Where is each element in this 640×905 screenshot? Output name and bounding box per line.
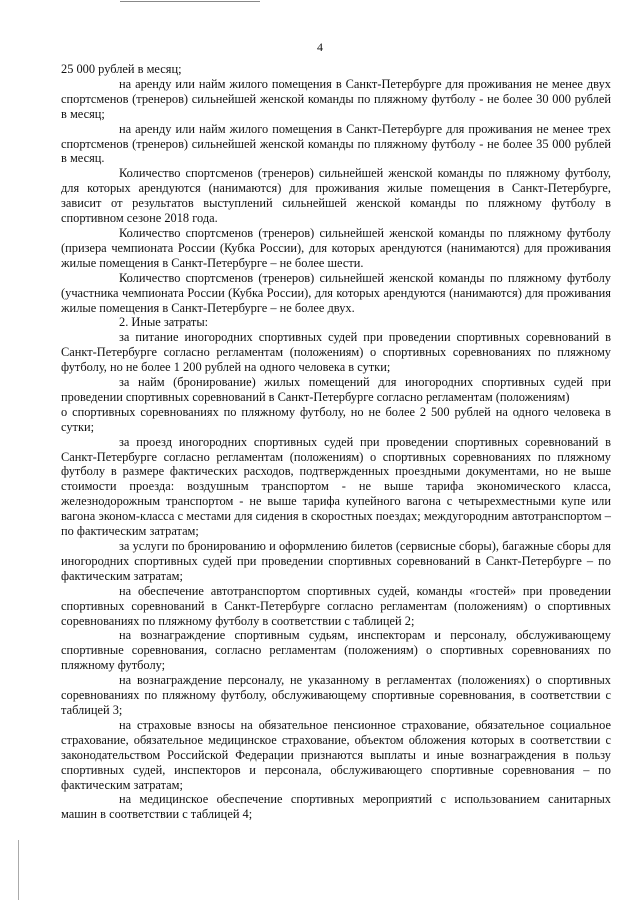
- paragraph: на вознаграждение спортивным судьям, инспекторам и персоналу, обслуживающему спортивные соревнования, согласно регламентам (положениям) о спортивных соревнованиях по пляжному футболу;: [61, 628, 611, 673]
- paragraph: на обеспечение автотранспортом спортивных судей, команды «гостей» при проведении спортивных соревнований в Санкт-Петербурге согласно регламентам (положениям) о спортивных соревнованиях по пляжному футболу в соответствии с таблицей 2;: [61, 583, 611, 628]
- paragraph: на медицинское обеспечение спортивных мероприятий с использованием санитарных машин в соответствии с таблицей 4;: [61, 792, 611, 822]
- paragraph: Количество спортсменов (тренеров) сильнейшей женской команды по пляжному футболу, для которых арендуются (нанимаются) для проживания жилые помещения в Санкт-Петербурге, зависит от результатов выступлений сильнейшей женской команды по пляжному футболу в спортивном сезоне 2018 года.: [61, 166, 611, 226]
- paragraph: за найм (бронирование) жилых помещений для иногородних спортивных судей при проведении спортивных соревнований в Санкт-Петербурге согласно регламентам (положениям): [61, 375, 611, 404]
- section-heading: 2. Иные затраты:: [119, 315, 209, 330]
- paragraph: на аренду или найм жилого помещения в Санкт-Петербурге для проживания не менее трех спортсменов (тренеров) сильнейшей женской команды по пляжному футболу - не более 35 000 рублей в месяц.: [61, 121, 611, 166]
- paragraph: о спортивных соревнованиях по пляжному футболу, но не более 2 500 рублей на одного человека в сутки;: [61, 404, 611, 434]
- paragraph: Количество спортсменов (тренеров) сильнейшей женской команды по пляжному футболу (участника чемпионата России (Кубка России), для которых арендуются (нанимаются) для проживания жилые помещения в Санкт-Петербурге – не более двух.: [61, 270, 611, 315]
- paragraph: за питание иногородних спортивных судей при проведении спортивных соревнований в Санкт-Петербурге согласно регламентам (положениям) о спортивных соревнованиях по пляжному футболу, но не более 1 200 рублей на одного человека в сутки;: [61, 330, 611, 375]
- paragraph: за услуги по бронированию и оформлению билетов (сервисные сборы), багажные сборы для иногородних спортивных судей при проведении спортивных соревнований в Санкт-Петербурге – по фактическим затратам;: [61, 539, 611, 583]
- paragraph: за проезд иногородних спортивных судей при проведении спортивных соревнований в Санкт-Петербурге согласно регламентам (положениям) о спортивных соревнованиях по пляжному футболу в размере фактических расходов, подтвержденных проездными документами, но не выше стоимости проезда: воздушным транспортом - не выше тарифа экономического класса, железнодорожным транспортом - не выше тарифа купейного вагона с четырехместными купе или вагона эконом-класса с местами для сидения в скоростных поездах; междугородним автотранспортом – по фактическим затратам;: [61, 434, 611, 539]
- document-body: [61, 62, 611, 822]
- page-number: 4: [317, 40, 323, 54]
- paragraph: на аренду или найм жилого помещения в Санкт-Петербурге для проживания не менее двух спортсменов (тренеров) сильнейшей женской команды по пляжному футболу - не более 30 000 рублей в месяц;: [61, 76, 611, 121]
- paragraph: на страховые взносы на обязательное пенсионное страхование, обязательное социальное страхование, обязательное медицинское страхование, объектом обложения которых в соответствии с законодательством Российской Федерации признаются выплаты и иные вознаграждения в пользу спортивных судей, инспекторов и персонала, обслуживающего спортивные соревнования – по фактическим затратам;: [61, 717, 611, 792]
- paragraph: 25 000 рублей в месяц;: [61, 62, 182, 76]
- paragraph: Количество спортсменов (тренеров) сильнейшей женской команды по пляжному футболу (призера чемпионата России (Кубка России), для которых арендуются (нанимаются) для проживания жилые помещения в Санкт-Петербурге – не более шести.: [61, 225, 611, 270]
- paragraph: на вознаграждение персоналу, не указанному в регламентах (положениях) о спортивных соревнованиях по пляжному футболу, обслуживающему спортивные соревнования, в соответствии с таблицей 3;: [61, 673, 611, 717]
- scan-artifact-line: [120, 1, 260, 2]
- scan-edge-line: [18, 840, 19, 900]
